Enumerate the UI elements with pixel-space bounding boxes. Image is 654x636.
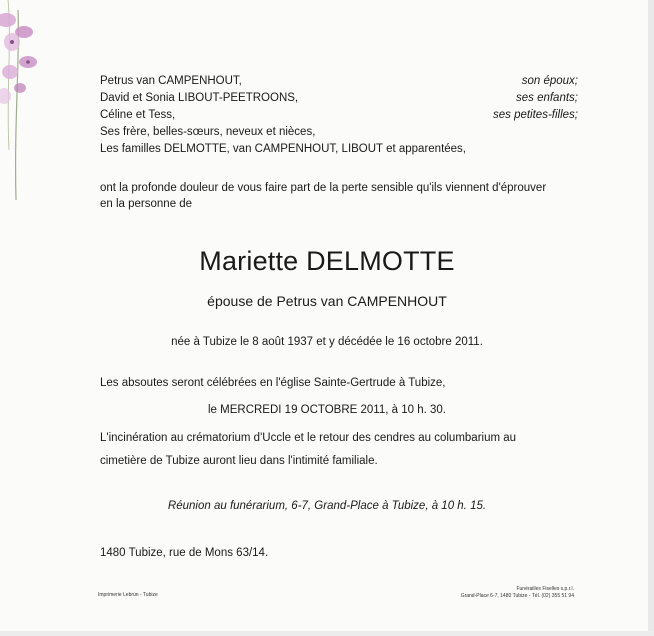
dates-line: née à Tubize le 8 août 1937 et y décédée le 16 octobre 2011. — [171, 336, 483, 348]
family-names-0: Petrus van CAMPENHOUT, — [100, 75, 242, 87]
family-names-4: Les familles DELMOTTE, van CAMPENHOUT, LIBOUT et apparentées, — [100, 143, 466, 155]
deceased-name: Mariette DELMOTTE — [199, 246, 455, 276]
funeral-home-name: Funérailles Fiselles s.p.r.l. — [516, 586, 574, 592]
family-names-1: David et Sonia LIBOUT-PEETROONS, — [100, 92, 299, 104]
printer-credit: Imprimerie Lebrun - Tubize — [98, 592, 158, 598]
family-relation-2: ses petites-filles; — [492, 109, 578, 121]
ceremony-line-1: Les absoutes seront célébrées en l'église Sainte-Gertrude à Tubize, — [100, 377, 446, 389]
scan-edge-right — [648, 0, 654, 636]
scan-edge-bottom — [0, 631, 654, 636]
spouse-line: épouse de Petrus van CAMPENHOUT — [207, 293, 447, 309]
intro-line-2: en la personne de — [100, 198, 193, 210]
address-line: 1480 Tubize, rue de Mons 63/14. — [100, 547, 269, 559]
funeral-home-address: Grand-Place 6-7, 1480 Tubize - Tél. (02) 355 51 94 — [460, 593, 574, 599]
intro-line-1: ont la profonde douleur de vous faire part de la perte sensible qu'ils viennent d'éprouver — [100, 182, 547, 194]
cremation-line-2: cimetière de Tubize auront lieu dans l'intimité familiale. — [100, 455, 378, 467]
orchid-decoration-icon — [0, 0, 48, 210]
family-relation-0: son époux; — [521, 75, 578, 87]
reunion-line: Réunion au funérarium, 6-7, Grand-Place à Tubize, à 10 h. 15. — [167, 500, 487, 512]
ceremony-line-2: le MERCREDI 19 OCTOBRE 2011, à 10 h. 30. — [208, 404, 446, 416]
cremation-line-1: L'incinération au crématorium d'Uccle et le retour des cendres au columbarium au — [100, 432, 517, 444]
family-names-2: Céline et Tess, — [100, 109, 176, 121]
family-relation-1: ses enfants; — [515, 92, 578, 104]
family-names-3: Ses frère, belles-sœurs, neveux et nièces, — [100, 126, 316, 138]
